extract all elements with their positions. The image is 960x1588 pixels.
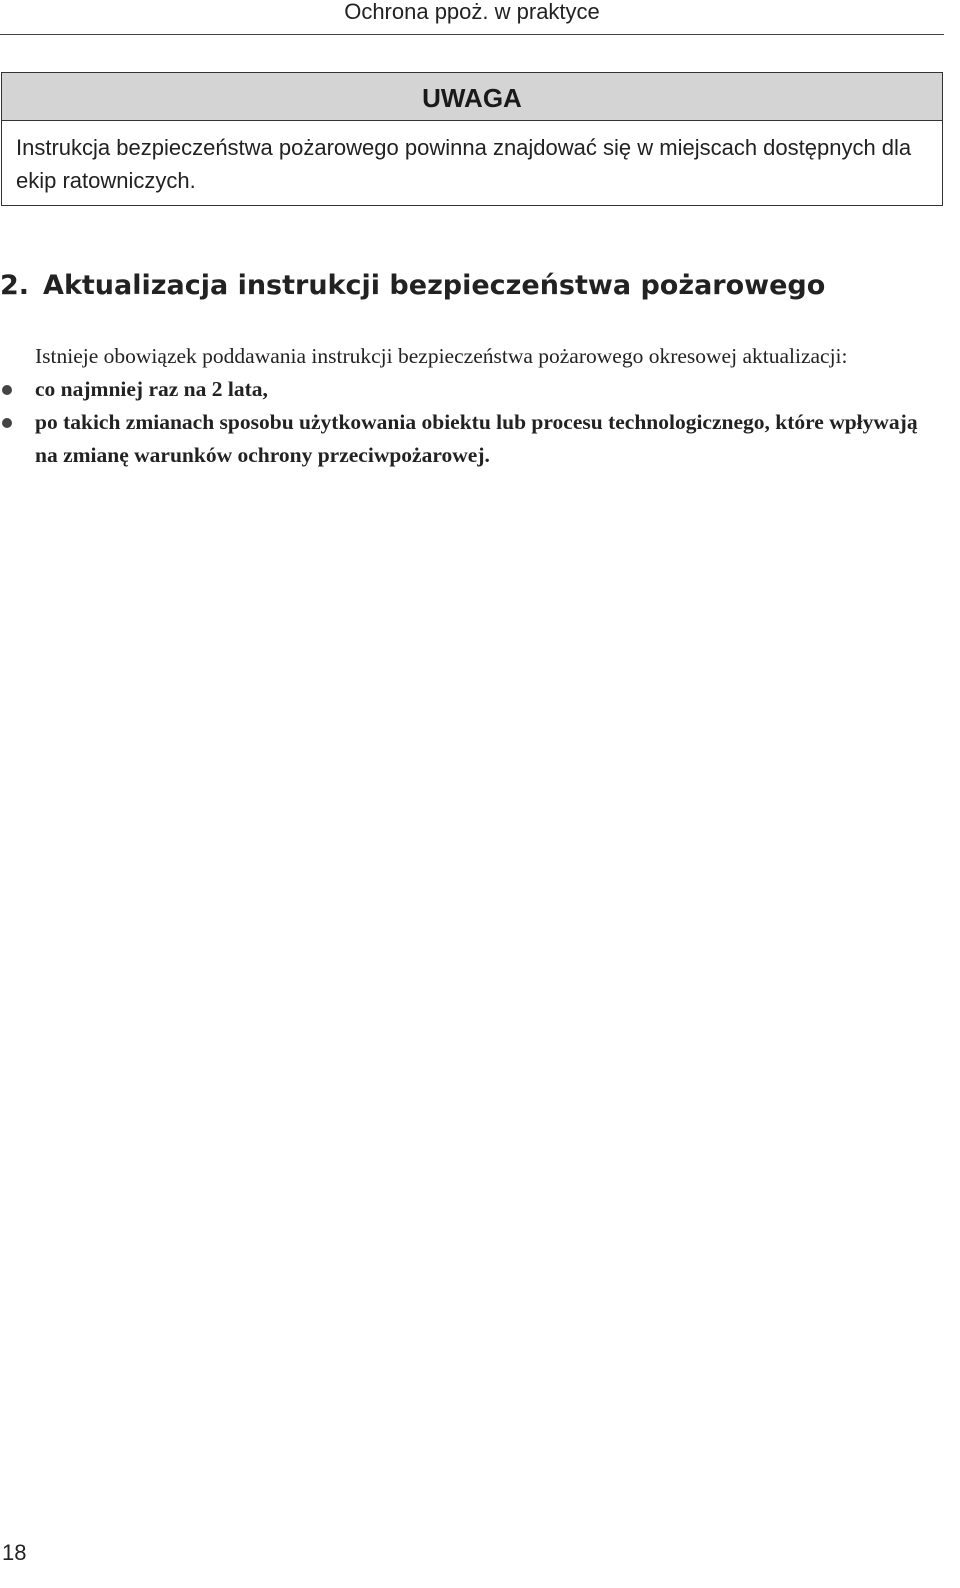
- list-item: [0, 406, 944, 472]
- section-title: Aktualizacja instrukcji bezpieczeństwa pożarowego: [43, 270, 826, 301]
- running-header-title: Ochrona ppoż. w praktyce: [344, 0, 600, 24]
- section-body: [0, 340, 944, 472]
- bullet-icon: [2, 385, 12, 395]
- section-heading: [0, 268, 944, 304]
- note-text: Instrukcja bezpieczeństwa pożarowego powinna znajdować się w miejscach dostępnych dla ekip ratowniczych.: [16, 135, 912, 193]
- intro-paragraph: Istnieje obowiązek poddawania instrukcji bezpieczeństwa pożarowego okresowej aktualizacji:: [35, 344, 848, 368]
- running-header: [0, 0, 944, 35]
- requirements-list: [0, 373, 944, 472]
- list-item-text: co najmniej raz na 2 lata,: [35, 377, 268, 401]
- list-item: [0, 373, 944, 406]
- note-title: UWAGA: [2, 73, 942, 121]
- section-number: 2.: [0, 270, 30, 301]
- page-number: 18: [2, 1540, 27, 1565]
- note-box: [1, 72, 943, 206]
- list-item-text: po takich zmianach sposobu użytkowania obiektu lub procesu technologicznego, które wpływają na zmianę warunków ochrony przeciwpożarowej.: [35, 410, 918, 467]
- bullet-icon: [2, 418, 12, 428]
